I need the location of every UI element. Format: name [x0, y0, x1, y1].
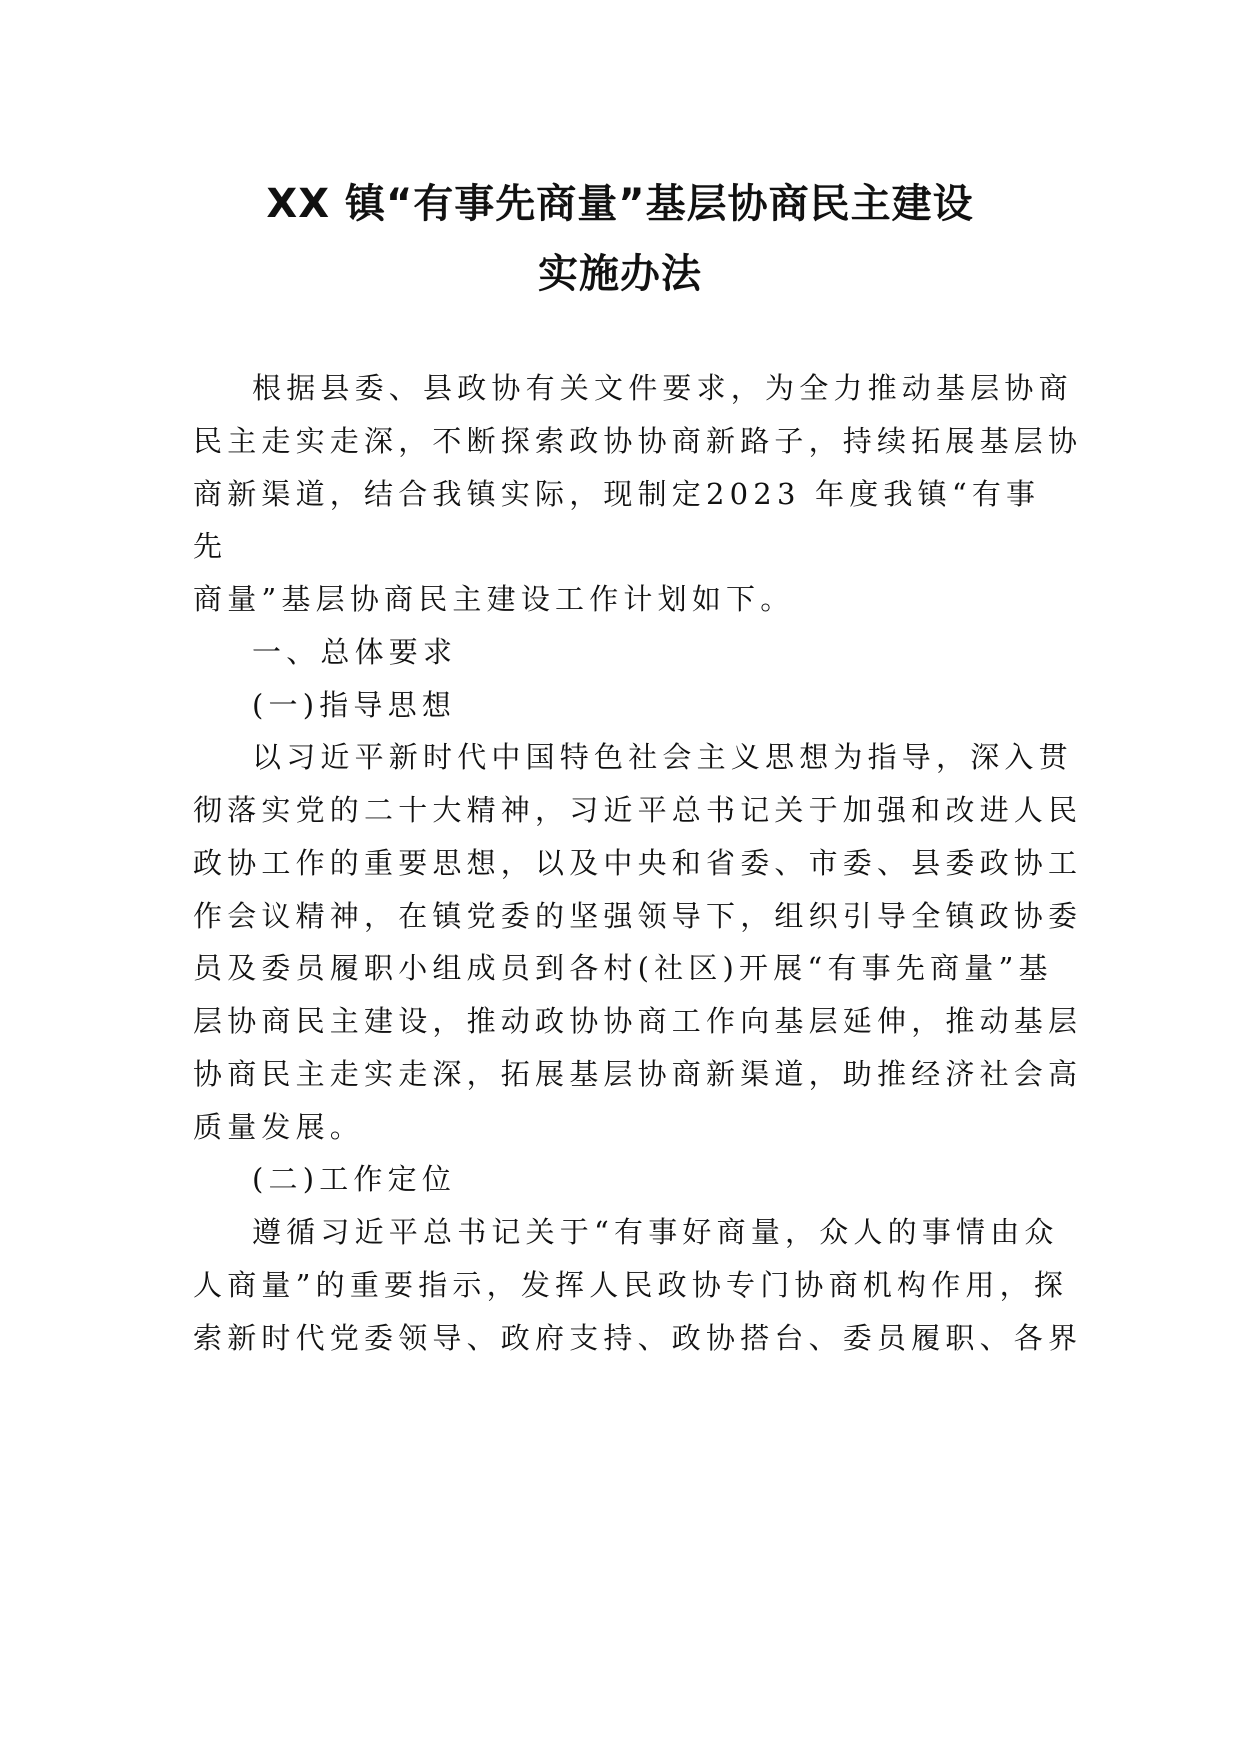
body-line: 以习近平新时代中国特色社会主义思想为指导，深入贯 [252, 740, 1073, 774]
body-line: 商新渠道，结合我镇实际，现制定2023 年度我镇“有事 [193, 477, 1041, 511]
body-line: 先 [193, 529, 228, 563]
body-line: 质量发展。 [193, 1110, 365, 1144]
body-line: 员及委员履职小组成员到各村(社区)开展“有事先商量”基 [193, 951, 1053, 985]
body-line: 彻落实党的二十大精神，习近平总书记关于加强和改进人民 [193, 793, 1083, 827]
section-heading: 一、总体要求 [252, 635, 458, 669]
body-line: 民主走实走深，不断探索政协协商新路子，持续拓展基层协 [193, 424, 1083, 458]
subsection-heading: (一)指导思想 [252, 688, 457, 722]
document-title-line-2: 实施办法 [538, 251, 702, 297]
body-line: 根据县委、县政协有关文件要求，为全力推动基层协商 [252, 371, 1073, 405]
body-line: 遵循习近平总书记关于“有事好商量，众人的事情由众 [252, 1215, 1059, 1249]
body-line: 人商量”的重要指示，发挥人民政协专门协商机构作用，探 [193, 1268, 1069, 1302]
body-line: 协商民主走实走深，拓展基层协商新渠道，助推经济社会高 [193, 1057, 1083, 1091]
document-title-line-1: XX 镇“有事先商量”基层协商民主建设 [266, 181, 974, 227]
body-line: 层协商民主建设，推动政协协商工作向基层延伸，推动基层 [193, 1004, 1083, 1038]
subsection-heading: (二)工作定位 [252, 1162, 457, 1196]
body-line: 商量”基层协商民主建设工作计划如下。 [193, 582, 795, 616]
body-line: 索新时代党委领导、政府支持、政协搭台、委员履职、各界 [193, 1321, 1083, 1355]
body-line: 政协工作的重要思想，以及中央和省委、市委、县委政协工 [193, 846, 1083, 880]
body-line: 作会议精神，在镇党委的坚强领导下，组织引导全镇政协委 [193, 899, 1083, 933]
